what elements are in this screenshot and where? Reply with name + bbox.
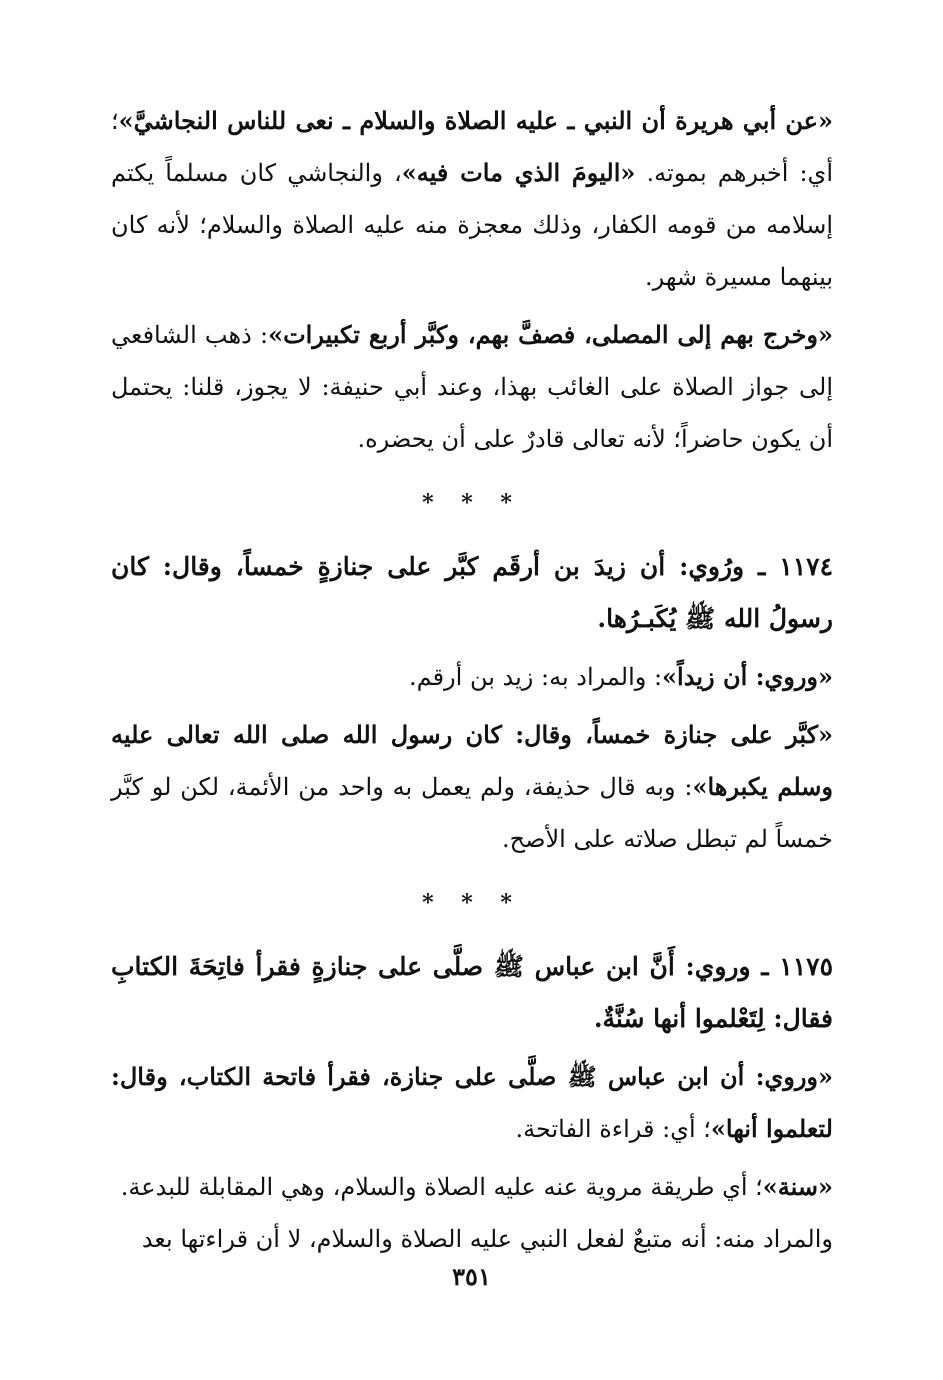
section-separator: * * * xyxy=(422,490,522,516)
commentary-text: والمراد منه: أنه متبعٌ لفعل النبي عليه الصلاة والسلام، لا أن قراءتها بعد xyxy=(141,1225,833,1253)
commentary-text: ؛ أي: أخبرهم بموته. xyxy=(111,107,833,187)
quoted-text: «اليومَ الذي مات فيه» xyxy=(401,158,636,187)
quoted-text: «سنة» xyxy=(762,1172,833,1201)
quoted-text: «عن أبي هريرة أن النبي ـ عليه الصلاة والسلام ـ نعى للناس النجاشيَّ» xyxy=(118,106,833,135)
commentary-paragraph-5 xyxy=(111,1051,833,1155)
quoted-text: «وروي: أن زيداً» xyxy=(662,662,833,691)
hadith-1175: ١١٧٥ ـ وروي: أَنَّ ابن عباس ﷺ صلَّى على جنازةٍ فقرأ فاتِحَةَ الكتابِ فقال: لِتَعْلموا أنها سُنَّةٌ. xyxy=(111,952,833,1033)
commentary-paragraph-2 xyxy=(111,309,833,465)
quoted-text: «وروي: أن ابن عباس ﷺ صلَّى على جنازة، فقرأ فاتحة الكتاب، وقال: لتعلموا أنها» xyxy=(111,1062,833,1143)
commentary-paragraph-7 xyxy=(111,1213,833,1265)
commentary-paragraph-4 xyxy=(111,709,833,865)
commentary-paragraph-1 xyxy=(111,95,833,303)
commentary-paragraph-3 xyxy=(111,651,833,703)
commentary-text: ؛ أي طريقة مروية عنه عليه الصلاة والسلام، وهي المقابلة للبدعة. xyxy=(120,1173,763,1201)
commentary-text: ؛ أي: قراءة الفاتحة. xyxy=(515,1115,711,1143)
quoted-text: «كبَّر على جنازة خمساً، وقال: كان رسول الله صلى الله تعالى عليه وسلم يكبرها» xyxy=(111,720,834,801)
quoted-text: «وخرج بهم إلى المصلى، فصفَّ بهم، وكبَّر أربع تكبيرات» xyxy=(268,320,834,349)
page-body xyxy=(111,95,833,1271)
commentary-text: : والمراد به: زيد بن أرقم. xyxy=(408,663,663,691)
hadith-1174: ١١٧٤ ـ ورُوي: أن زيدَ بن أرقَم كبَّر على جنازةٍ خمساً، وقال: كان رسولُ الله ﷺ يُكَبـرُها. xyxy=(111,552,833,633)
commentary-paragraph-6 xyxy=(111,1161,833,1213)
commentary-text: : وبه قال حذيفة، ولم يعمل به واحد من الأئمة، لكن لو كبَّر خمساً لم تبطل صلاته على الأصح. xyxy=(111,773,833,853)
commentary-text: ، والنجاشي كان مسلماً يكتم إسلامه من قومه الكفار، وذلك معجزة منه عليه الصلاة والسلام؛ لأنه كان بينهما مسيرة شهر. xyxy=(111,159,833,291)
section-separator: * * * xyxy=(422,890,522,916)
commentary-text: : ذهب الشافعي إلى جواز الصلاة على الغائب بهذا، وعند أبي حنيفة: لا يجوز، قلنا: يحتمل أن يكون حاضراً؛ لأنه تعالى قادرٌ على أن يحضره. xyxy=(111,321,833,453)
page-number: ٣٥١ xyxy=(452,1262,491,1291)
